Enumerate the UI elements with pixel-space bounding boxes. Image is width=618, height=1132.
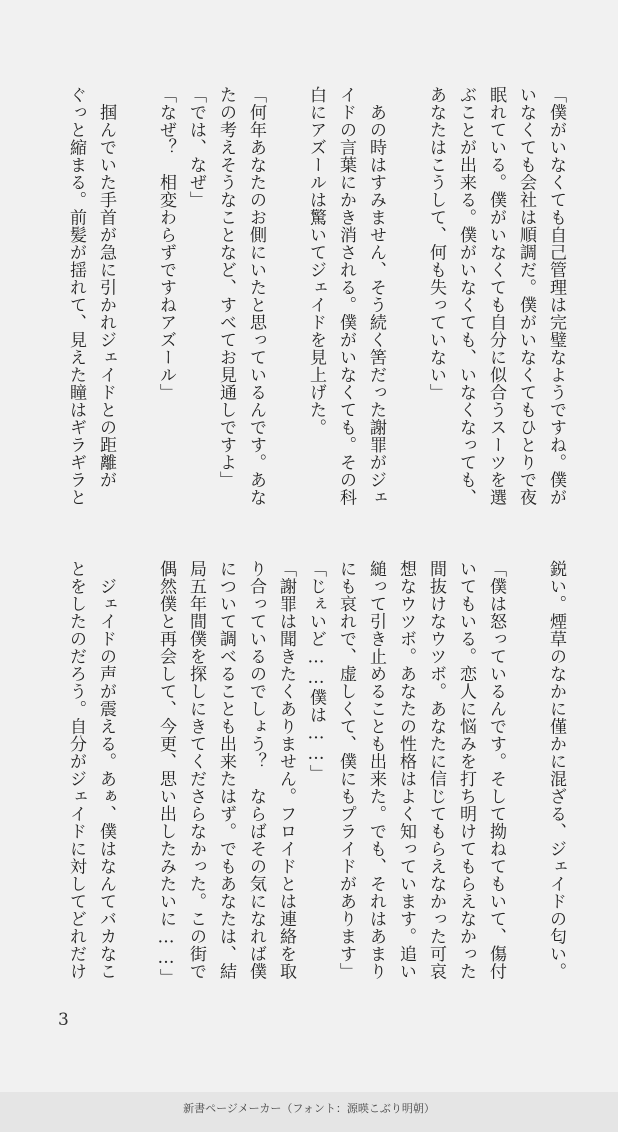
text-line (514, 560, 538, 1010)
text-line: いてもいる。恋人に悩みを打ち明けてもらえなかった (456, 560, 476, 980)
text-line: 白にアズールは驚いてジェイドを見上げた。 (306, 86, 326, 436)
text-line: ジェイドの声が震える。あぁ、僕はなんてバカなこ (96, 560, 116, 980)
text-line: 「何年あなたのお側にいたと思っているんです。あな (246, 86, 266, 506)
text-line: いなくても会社は順調だ。僕がいなくてもひとりで夜 (516, 86, 536, 506)
text-line: について調べることも出来たはず。でもあなたは、結 (216, 560, 236, 980)
text-line: 縋って引き止めることも出来た。でも、それはあまり (366, 560, 386, 980)
text-line: 眠れている。僕がいなくても自分に似合うスーツを選 (486, 86, 506, 506)
text-line (124, 560, 148, 1010)
text-line: り合っているのでしょう？ ならばその気になれば僕 (246, 560, 266, 980)
text-line: 局五年間僕を探しにきてくださらなかった。この街で (186, 560, 206, 980)
text-line: 間抜けなウツボ。あなたに信じてもらえなかった可哀 (426, 560, 446, 980)
text-line: あなたはこうして、何も失っていない」 (426, 86, 446, 401)
text-line: 鋭い。煙草のなかに僅かに混ざる、ジェイドの匂い。 (546, 560, 566, 980)
footer-credit: 新書ページメーカー（フォント：源暎こぶり明朝） (183, 1102, 435, 1115)
text-line: 「僕がいなくても自己管理は完璧なようですね。僕が (546, 86, 566, 506)
text-line: 「僕は怒っているんです。そして拗ねてもいて、傷付 (486, 560, 506, 980)
text-line: たの考えそうなことなど、すべてお見通しですよ」 (216, 86, 236, 489)
page-number: 3 (58, 1010, 69, 1030)
text-line: にも哀れで、虚しくて、僕にもプライドがあります」 (336, 560, 356, 980)
text-line: 想なウツボ。あなたの性格はよく知っています。追い (396, 560, 416, 980)
text-tier-lower (56, 560, 568, 1010)
text-line: 「では、なぜ」 (186, 86, 206, 209)
text-line: あの時はすみません、そう続く筈だった謝罪がジェ (366, 86, 386, 506)
text-tier-upper (56, 86, 568, 536)
text-line: イドの言葉にかき消される。僕がいなくても。その科 (336, 86, 356, 506)
text-line: 「なぜ？ 相変わらずですねアズール」 (156, 86, 176, 401)
text-line: 「じぇいど……僕は……」 (306, 560, 326, 782)
text-line: 掴んでいた手首が急に引かれジェイドとの距離が (96, 86, 116, 489)
text-line: ぐっと縮まる。前髪が揺れて、見えた瞳はギラギラと (66, 86, 86, 506)
text-line (394, 86, 418, 536)
text-line: 「謝罪は聞きたくありません。フロイドとは連絡を取 (276, 560, 296, 980)
text-line: とをしたのだろう。自分がジェイドに対してどれだけ (66, 560, 86, 980)
text-line: 偶然僕と再会して、今更、思い出したみたいに……」 (156, 560, 176, 986)
text-line (124, 86, 148, 536)
text-line: ぶことが出来る。僕がいなくても、いなくなっても、 (456, 86, 476, 506)
text-line (274, 86, 298, 536)
